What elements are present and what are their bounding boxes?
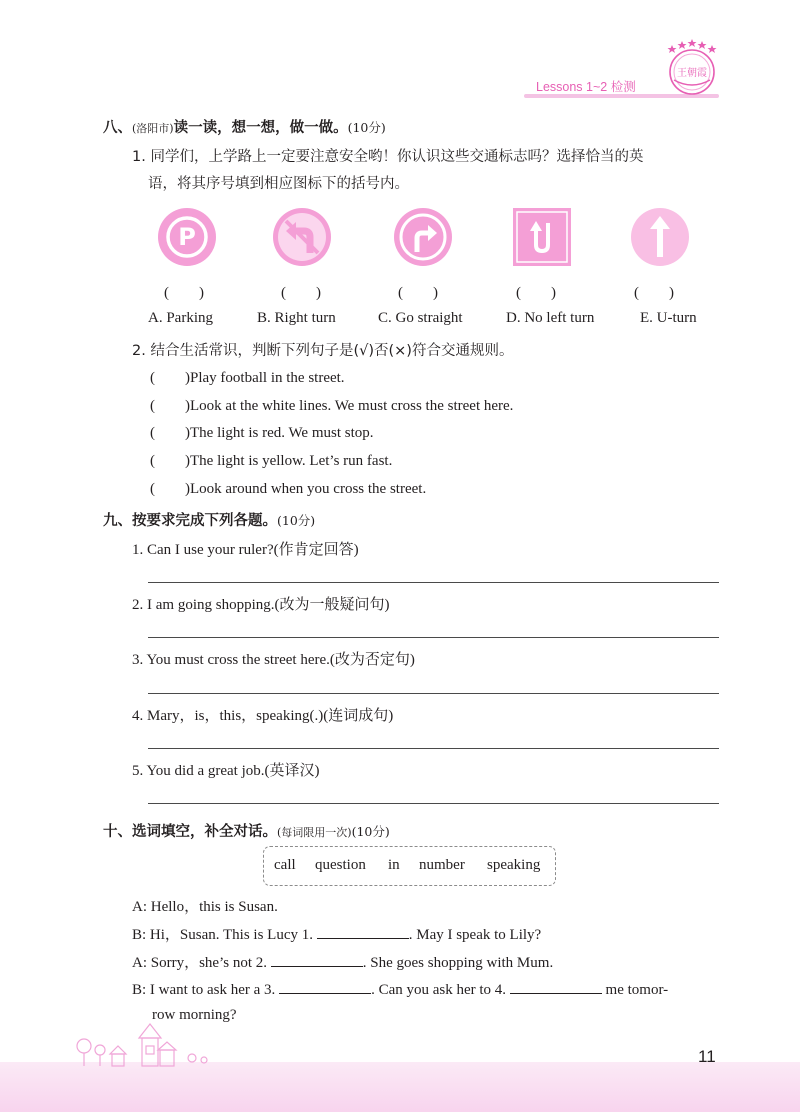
judge-item: ( )Play football in the street. — [150, 370, 345, 386]
section-8-source: (洛阳市) — [132, 122, 174, 135]
option-a: A. Parking — [148, 310, 213, 326]
page-number: 11 — [698, 1047, 716, 1066]
sign-answer-paren[interactable]: ( ) — [398, 285, 438, 301]
task-item-2: 2. I am going shopping.(改为一般疑问句) — [132, 597, 390, 613]
word-bank-item: number — [419, 857, 465, 873]
judge-answer-paren[interactable]: ( ) — [150, 453, 190, 469]
judge-answer-paren[interactable]: ( ) — [150, 398, 190, 414]
q1-instruction-line1: 1. 同学们，上学路上一定要注意安全哟！你认识这些交通标志吗？选择恰当的英 — [132, 149, 644, 165]
fill-blank-2[interactable] — [271, 952, 363, 967]
judge-item: ( )Look around when you cross the street. — [150, 481, 427, 497]
word-bank-item: speaking — [487, 857, 541, 873]
section-9-heading: 九、按要求完成下列各题。(10分) — [103, 513, 316, 529]
judge-item: ( )Look at the white lines. We must cross the street here. — [150, 398, 514, 414]
answer-line[interactable] — [148, 803, 719, 804]
section-10-points: (10分) — [351, 824, 390, 839]
word-bank — [263, 846, 556, 886]
option-b: B. Right turn — [257, 310, 336, 326]
fill-blank-3[interactable] — [279, 979, 371, 994]
task-item-4: 4. Mary，is，this，speaking(.)(连词成句) — [132, 708, 394, 724]
sign-answer-paren[interactable]: ( ) — [164, 285, 204, 301]
svg-text:P: P — [178, 223, 196, 251]
dialog-line-5: row morning? — [152, 1007, 237, 1023]
option-c: C. Go straight — [378, 310, 463, 326]
dialog-line-4: B: I want to ask her a 3. . Can you ask her to 4. me tomor- — [132, 979, 668, 999]
q2-instruction: 2. 结合生活常识，判断下列句子是(√)否(×)符合交通规则。 — [132, 343, 514, 359]
q1-instruction-line2: 语，将其序号填到相应图标下的括号内。 — [148, 176, 409, 192]
fill-blank-4[interactable] — [510, 979, 602, 994]
answer-line[interactable] — [148, 748, 719, 749]
svg-text:王朝霞: 王朝霞 — [677, 68, 707, 79]
judge-answer-paren[interactable]: ( ) — [150, 481, 190, 497]
header-title: Lessons 1~2 检测 — [536, 80, 636, 94]
answer-line[interactable] — [148, 693, 719, 694]
section-10-heading: 十、选词填空，补全对话。(每词限用一次)(10分) — [103, 824, 390, 840]
option-d: D. No left turn — [506, 310, 595, 326]
word-bank-item: in — [388, 857, 400, 873]
option-e: E. U-turn — [640, 310, 697, 326]
section-10-note: (每词限用一次) — [277, 826, 352, 839]
section-8-points: (10分) — [347, 120, 386, 135]
u-turn-sign-icon — [512, 207, 572, 267]
dialog-line-3: A: Sorry，she’s not 2. . She goes shopping with Mum. — [132, 951, 553, 972]
right-turn-sign-icon — [393, 207, 453, 267]
sign-answer-paren[interactable]: ( ) — [634, 285, 674, 301]
footer-band — [0, 1062, 800, 1112]
task-item-3: 3. You must cross the street here.(改为否定句) — [132, 652, 415, 668]
section-9-points: (10分) — [277, 513, 316, 528]
go-straight-sign-icon — [630, 207, 690, 267]
publisher-logo-icon — [660, 38, 722, 98]
task-item-5: 5. You did a great job.(英译汉) — [132, 763, 320, 779]
dialog-line-2: B: Hi，Susan. This is Lucy 1. . May I speak to Lily? — [132, 923, 541, 944]
fill-blank-1[interactable] — [317, 924, 409, 939]
answer-line[interactable] — [148, 637, 719, 638]
word-bank-item: question — [315, 857, 366, 873]
task-item-1: 1. Can I use your ruler?(作肯定回答) — [132, 542, 359, 558]
word-bank-item: call — [274, 857, 296, 873]
judge-item: ( )The light is red. We must stop. — [150, 425, 374, 441]
answer-line[interactable] — [148, 582, 719, 583]
footer-castle-illustration-icon — [62, 1020, 262, 1068]
sign-answer-paren[interactable]: ( ) — [281, 285, 321, 301]
judge-item: ( )The light is yellow. Let’s run fast. — [150, 453, 393, 469]
no-left-turn-sign-icon — [272, 207, 332, 267]
judge-answer-paren[interactable]: ( ) — [150, 425, 190, 441]
section-8-heading: 八、(洛阳市)读一读，想一想，做一做。(10分) — [103, 120, 386, 136]
parking-sign-icon — [157, 207, 217, 267]
judge-answer-paren[interactable]: ( ) — [150, 370, 190, 386]
sign-answer-paren[interactable]: ( ) — [516, 285, 556, 301]
dialog-line-1: A: Hello，this is Susan. — [132, 899, 278, 915]
